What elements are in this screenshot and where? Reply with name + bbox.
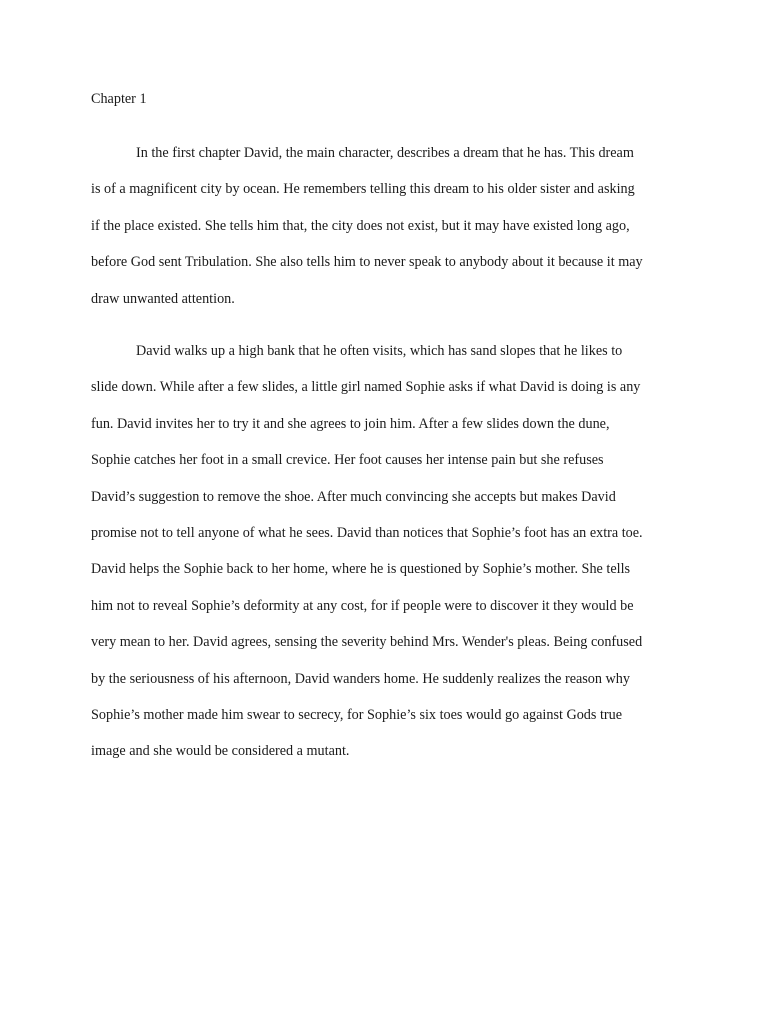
paragraph-line: Sophie catches her foot in a small crevice. Her foot causes her intense pain but she refuses: [91, 452, 604, 469]
paragraph-line: by the seriousness of his afternoon, David wanders home. He suddenly realizes the reason why: [91, 670, 630, 687]
document-body: [91, 86, 695, 760]
paragraph-2: [91, 338, 695, 775]
paragraph-line: him not to reveal Sophie’s deformity at any cost, for if people were to discover it they would be: [91, 597, 634, 614]
paragraph-line: In the first chapter David, the main character, describes a dream that he has. This dream: [136, 145, 634, 161]
paragraph-line: David walks up a high bank that he often visits, which has sand slopes that he likes to: [136, 343, 623, 359]
paragraph-line: fun. David invites her to try it and she agrees to join him. After a few slides down the dune,: [91, 415, 610, 432]
paragraph-line: very mean to her. David agrees, sensing the severity behind Mrs. Wender's pleas. Being confused: [91, 634, 643, 651]
paragraph-line: before God sent Tribulation. She also tells him to never speak to anybody about it because it may: [91, 254, 643, 271]
paragraph-line: is of a magnificent city by ocean. He remembers telling this dream to his older sister and asking: [91, 181, 635, 198]
paragraph-line: draw unwanted attention.: [91, 290, 235, 307]
paragraph-line: slide down. While after a few slides, a little girl named Sophie asks if what David is doing is any: [91, 379, 641, 396]
paragraph-line: if the place existed. She tells him that, the city does not exist, but it may have existed long ago,: [91, 217, 630, 234]
paragraph-line: image and she would be considered a mutant.: [91, 743, 350, 760]
paragraph-line: David’s suggestion to remove the shoe. After much convincing she accepts but makes David: [91, 488, 616, 505]
paragraph-line: Sophie’s mother made him swear to secrecy, for Sophie’s six toes would go against Gods true: [91, 706, 623, 723]
chapter-heading: Chapter 1: [91, 91, 147, 107]
paragraph-line: promise not to tell anyone of what he sees. David than notices that Sophie’s foot has an extra toe.: [91, 524, 643, 541]
paragraph-1: [91, 140, 695, 322]
paragraph-line: David helps the Sophie back to her home, where he is questioned by Sophie’s mother. She tells: [91, 561, 631, 578]
